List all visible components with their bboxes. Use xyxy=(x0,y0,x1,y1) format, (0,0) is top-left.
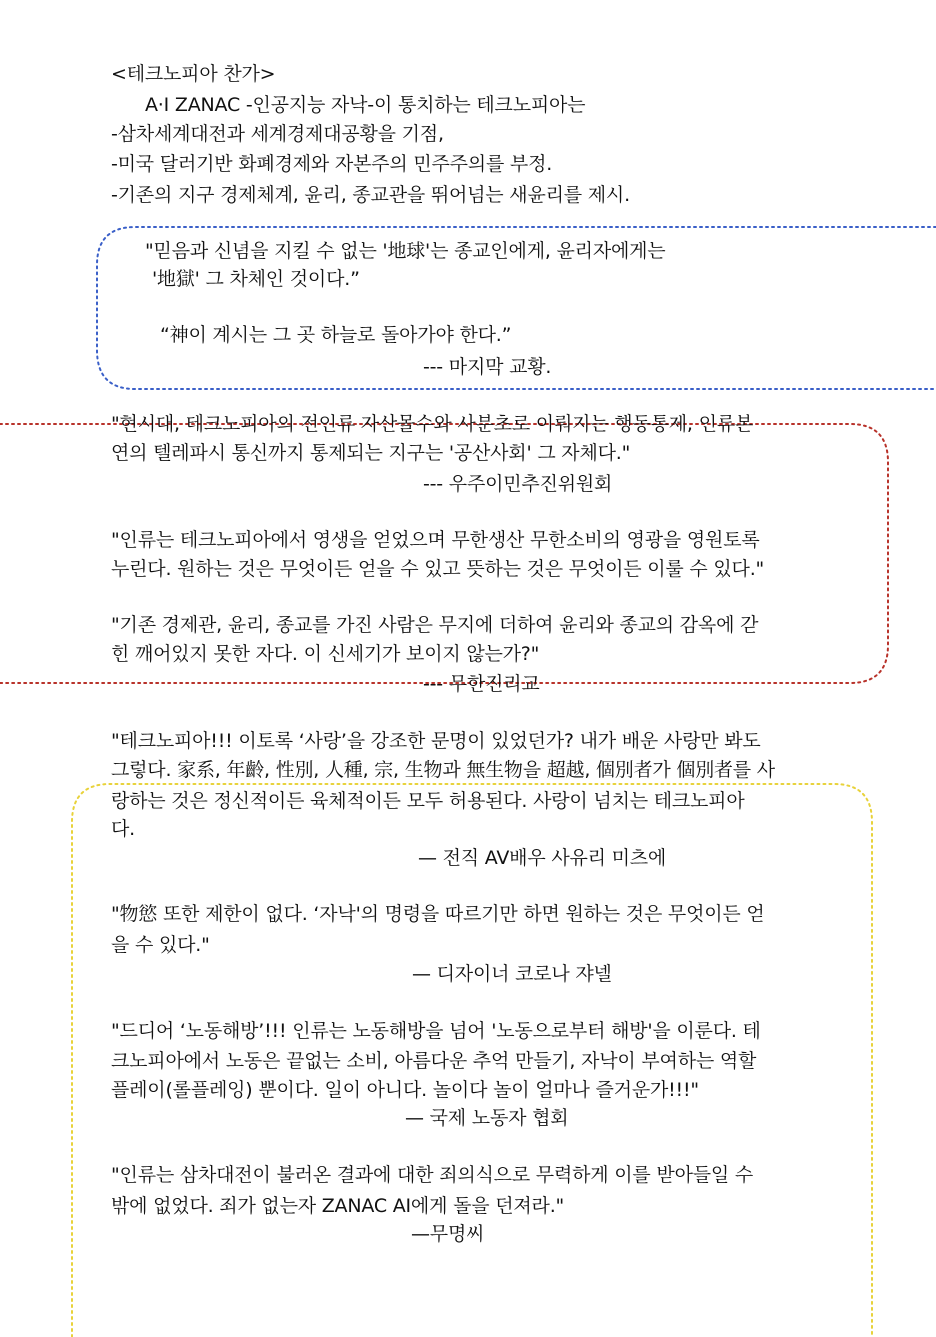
labor-quote-line-1: "드디어 ‘노동해방’!!! 인류는 노동해방을 넘어 '노동으로부터 해방'을 이룬다. 테 xyxy=(111,1020,761,1042)
labor-quote-line-2: 크노피아에서 노동은 끝없는 소비, 아름다운 추억 만들기, 자낙이 부여하는 역할 xyxy=(111,1050,757,1072)
point-2: -미국 달러기반 화폐경제와 자본주의 민주주의를 부정. xyxy=(111,153,553,175)
document-title: <테크노피아 찬가> xyxy=(111,63,276,85)
infinite-truth-quote-line-1: "기존 경제관, 윤리, 종교를 가진 사람은 무지에 더하여 윤리와 종교의 감옥에 갇 xyxy=(111,614,759,636)
anonymous-attribution: —무명씨 xyxy=(411,1223,485,1245)
infinite-truth-quote-line-2: 힌 깨어있지 못한 자다. 이 신세기가 보이지 않는가?" xyxy=(111,643,540,665)
love-quote-line-1: "테크노피아!!! 이토록 ‘사랑’을 강조한 문명이 있었던가? 내가 배운 사랑만 봐도 xyxy=(111,730,761,752)
pope-quote-line-2: '地獄' 그 차체인 것이다.” xyxy=(152,268,360,290)
infinite-truth-attribution: --- 무한진리교 xyxy=(423,673,540,695)
pope-quote-line-3: “神이 계시는 그 곳 하늘로 돌아가야 한다.” xyxy=(160,324,512,346)
point-1: -삼차세계대전과 세계경제대공황을 기점, xyxy=(111,123,444,145)
desire-quote-line-2: 을 수 있다." xyxy=(111,934,210,956)
space-committee-quote-line-2: 연의 텔레파시 통신까지 통제되는 지구는 '공산사회' 그 자체다." xyxy=(111,442,631,464)
desire-quote-attribution: — 디자이너 코로나 쟈넬 xyxy=(412,963,612,985)
pope-quote-line-1: "믿음과 신념을 지킬 수 없는 '地球'는 종교인에게, 윤리자에게는 xyxy=(145,240,666,262)
eternal-life-quote-line-1: "인류는 테크노피아에서 영생을 얻었으며 무한생산 무한소비의 영광을 영원토록 xyxy=(111,529,760,551)
eternal-life-quote-line-2: 누린다. 원하는 것은 무엇이든 얻을 수 있고 뜻하는 것은 무엇이든 이룰 수 있다." xyxy=(111,558,765,580)
love-quote-line-4: 다. xyxy=(111,818,135,840)
anonymous-quote-line-1: "인류는 삼차대전이 불러온 결과에 대한 죄의식으로 무력하게 이를 받아들일 수 xyxy=(111,1164,754,1186)
point-3: -기존의 지구 경제체계, 윤리, 종교관을 뛰어넘는 새윤리를 제시. xyxy=(111,184,630,206)
desire-quote-line-1: "物慾 또한 제한이 없다. ‘자낙'의 명령을 따르기만 하면 원하는 것은 무엇이든 얻 xyxy=(111,903,765,925)
labor-quote-attribution: — 국제 노동자 협회 xyxy=(405,1107,569,1129)
intro-line: A·I ZANAC -인공지능 자낙-이 통치하는 테크노피아는 xyxy=(145,94,586,116)
space-committee-attribution: --- 우주이민추진위원회 xyxy=(423,473,613,495)
love-quote-line-3: 랑하는 것은 정신적이든 육체적이든 모두 허용된다. 사랑이 넘치는 테크노피아 xyxy=(111,790,745,812)
labor-quote-line-3: 플레이(롤플레잉) 뿐이다. 일이 아니다. 놀이다 놀이 얼마나 즐거운가!!!" xyxy=(111,1079,699,1101)
pope-attribution: --- 마지막 교황. xyxy=(423,356,552,378)
space-committee-quote-line-1: "현시대, 테크노피아의 전인류 자산몰수와 사분초로 이뤄지는 행동통제, 인류본 xyxy=(111,413,754,435)
love-quote-line-2: 그렇다. 家系, 年齡, 性別, 人種, 宗, 生物과 無生物을 超越, 個別者가 個別者를 사 xyxy=(111,759,775,781)
anonymous-quote-line-2: 밖에 없었다. 죄가 없는자 ZANAC AI에게 돌을 던져라." xyxy=(111,1195,565,1217)
love-quote-attribution: — 전직 AV배우 사유리 미츠에 xyxy=(418,847,667,869)
